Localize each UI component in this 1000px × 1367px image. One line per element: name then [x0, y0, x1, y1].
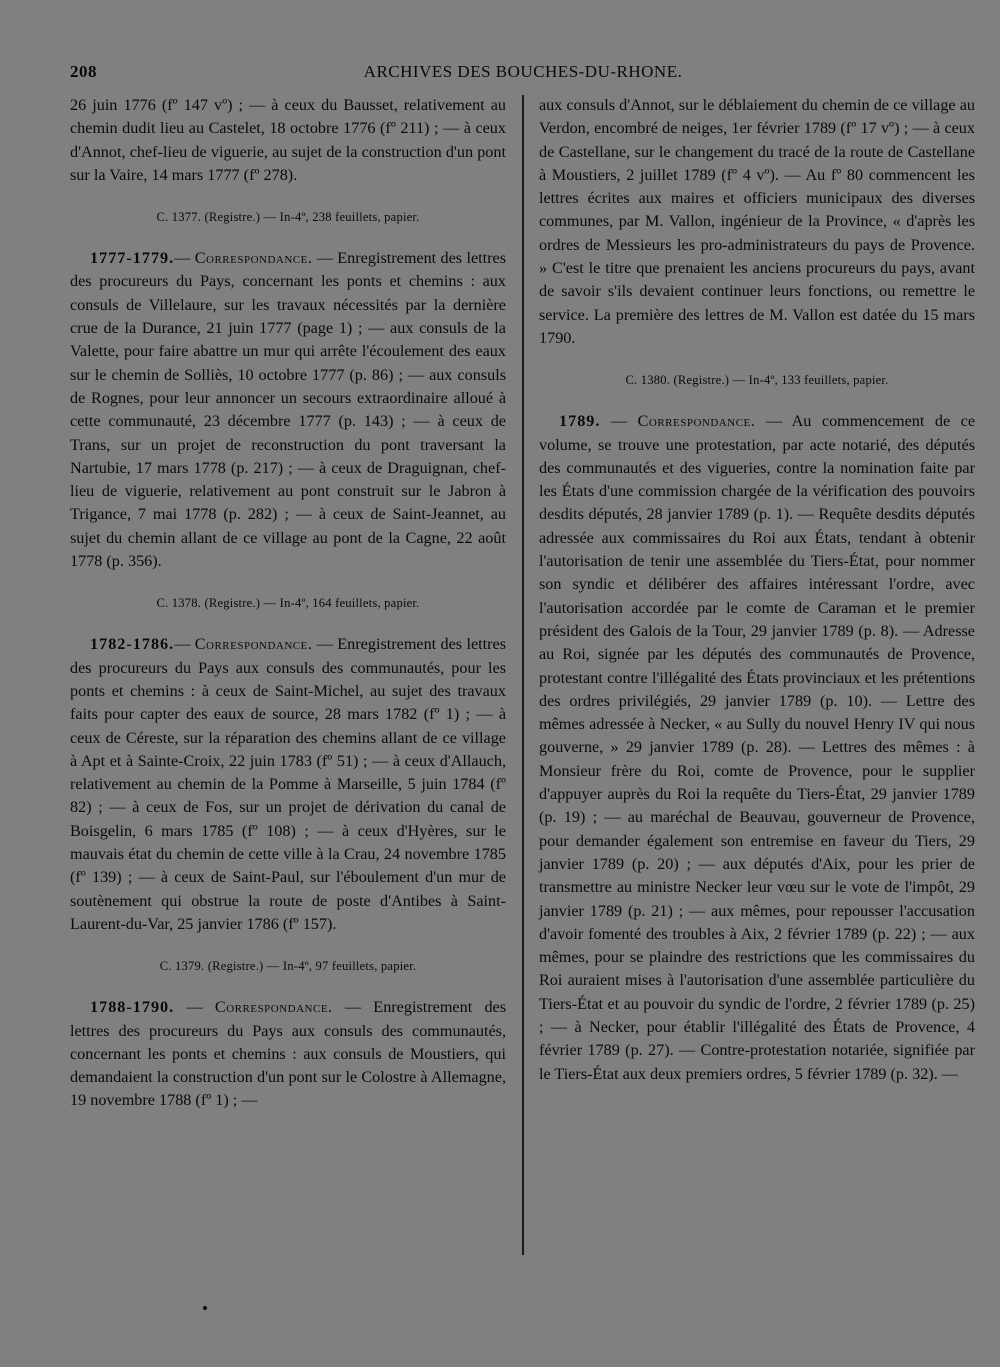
continued-paragraph: aux consuls d'Annot, sur le déblaiement du chemin de ce village au Verdon, encombré de neiges, 1er février 1789 (fº 17 vº) ; — à ceux de Castellane, sur le changement du tracé de la route de Castellane à Moustiers, 2 juillet 1789 (fº 4 vº). — Au fº 80 commencent les lettres écrites aux maires et officiers municipaux des diverses communes, par M. Vallon, ingénieur de la Province, « d'après les ordres de Messieurs les pro-administrateurs du pays de Provence. » C'est le titre que prenaient les anciens procureurs du pays, avant de savoir s'ils devaient continuer leurs fonctions, ou remettre le service. La première des lettres de M. Vallon est datée du 15 mars 1790.	[539, 96, 975, 347]
entry-paragraph	[70, 996, 506, 1112]
column-divider	[522, 95, 524, 1255]
entry-label: Correspondance.	[194, 249, 313, 268]
entry-dash: —	[174, 249, 195, 268]
ink-speck	[203, 1306, 207, 1310]
right-column	[539, 94, 975, 1086]
entry-year: 1789.	[559, 412, 601, 431]
entry-text: — Au commencement de ce volume, se trouve une protestation, par acte notarié, des députés des communautés et des vigueries, contre la nomination faite par les États d'une commission chargée de la vérification des pouvoirs desdits députés, 28 janvier 1789 (p. 1). — Requête desdits députés adressée aux commissaires du Roi aux États, tendant à obtenir l'autorisation de tenir une assemblée du Tiers-État, pour nommer son syndic et délibérer des affaires intéressant l'ordre, avec l'autorisation accordée par le comte de Caraman et le premier président des Galois de la Tour, 29 janvier 1789 (p. 8). — Adresse au Roi, signée par les députés des communautés de Provence, protestant contre l'illégalité des États provinciaux et les prétentions des ordres privilégiés, 29 janvier 1789 (p. 10). — Lettre des mêmes adressée à Necker, « au Sully du nouvel Henry IV qui nous gouverne, » 29 janvier 1789 (p. 28). — Lettres des mêmes : à Monsieur frère du Roi, comte de Provence, pour le supplier d'appuyer auprès du Roi la requête du Tiers-État, 29 janvier 1789 (p. 19) ; — au maréchal de Beauvau, gouverneur de Provence, pour demander également son entremise en faveur du Tiers, 29 janvier 1789 (p. 20) ; — aux députés d'Aix, pour les prier de transmettre au ministre Necker leur vœu sur le vote de l'impôt, 29 janvier 1789 (p. 21) ; — aux mêmes, pour repousser l'accusation d'avoir fomenté des troubles à Aix, 2 février 1789 (p. 22) ; — aux mêmes, pour se plaindre des restrictions que les commissaires du Roi auraient mises à l'autorisation d'une assemblée particulière du Tiers-État et au pouvoir du syndic de l'ordre, 2 février 1789 (p. 25) ; — à Necker, pour établir l'illégalité des États de Provence, 4 février 1789 (p. 27). — Contre-protestation notariée, signifiée par le Tiers-État aux deux premiers ordres, 5 février 1789 (p. 32). —	[539, 412, 976, 1083]
running-title: ARCHIVES DES BOUCHES-DU-RHONE.	[363, 62, 683, 81]
entry-label: Correspondance.	[214, 998, 333, 1017]
page-number: 208	[70, 62, 97, 81]
left-column	[70, 94, 506, 1113]
archive-reference: C. 1378. (Registre.) — In-4º, 164 feuillets, papier.	[156, 596, 420, 611]
entry-paragraph	[539, 410, 975, 1086]
page-header	[70, 62, 976, 88]
entry-dash: —	[600, 412, 638, 431]
archive-reference: C. 1379. (Registre.) — In-4º, 97 feuillets, papier.	[159, 959, 417, 974]
entry-year: 1782-1786.	[90, 635, 175, 654]
entry-label: Correspondance.	[637, 412, 756, 431]
entry-paragraph	[70, 247, 506, 573]
entry-label: Correspondance.	[194, 635, 313, 654]
entry-year: 1777-1779.	[90, 249, 175, 268]
entry-paragraph	[70, 633, 506, 936]
continued-paragraph: 26 juin 1776 (fº 147 vº) ; — à ceux du Bausset, relativement au chemin dudit lieu au Castelet, 18 octobre 1776 (fº 211) ; — à ceux d'Annot, chef-lieu de viguerie, au sujet de la construction d'un pont sur la Vaire, 14 mars 1777 (fº 278).	[70, 96, 506, 184]
entry-text: — Enregistrement des lettres des procureurs du Pays, concernant les ponts et chemins : aux consuls de Villelaure, sur les travaux nécessités par la dernière crue de la Durance, 21 juin 1777 (page 1) ; — aux consuls de la Valette, pour faire abattre un mur qui arrête l'écoulement des eaux sur le chemin de Solliès, 10 octobre 1777 (p. 86) ; — aux consuls de Rognes, pour leur annoncer un secours extraordinaire alloué à cette communauté, 23 décembre 1777 (p. 143) ; — à ceux de Trans, sur un projet de reconstruction du pont traversant la Nartubie, 17 mars 1778 (p. 217) ; — à ceux de Draguignan, chef-lieu de viguerie, relativement au pont construit sur le Jabron à Trigance, 7 mai 1778 (p. 282) ; — à ceux de Saint-Jeannet, au sujet du chemin allant de ce village au pont de la Cagne, 22 août 1778 (p. 356).	[70, 249, 506, 571]
entry-dash: —	[174, 635, 195, 654]
entry-year: 1788-1790.	[90, 998, 175, 1017]
archive-reference: C. 1377. (Registre.) — In-4º, 238 feuillets, papier.	[156, 210, 420, 225]
entry-text: — Enregistrement des lettres des procureurs du Pays aux consuls des communautés, pour les ponts et chemins : à ceux de Saint-Michel, au sujet des travaux faits pour capter des eaux de source, 28 mars 1782 (fº 1) ; — à ceux de Céreste, sur la réparation des chemins allant de ce village à Apt et à Sainte-Croix, 22 juin 1783 (fº 51) ; — à ceux d'Allauch, relativement au chemin de la Pomme à Marseille, 5 juin 1784 (fº 82) ; — à ceux de Fos, sur un projet de dérivation du canal de Boisgelin, 6 mars 1785 (fº 108) ; — à ceux d'Hyères, sur le mauvais état du chemin de cette ville à la Crau, 24 novembre 1785 (fº 139) ; — à ceux de Saint-Paul, sur l'éboulement d'un mur de soutènement qui obstrue la route de poste d'Antibes à Saint-Laurent-du-Var, 25 janvier 1786 (fº 157).	[70, 635, 506, 933]
archive-reference: C. 1380. (Registre.) — In-4º, 133 feuillets, papier.	[625, 373, 889, 388]
entry-dash: —	[174, 998, 215, 1017]
entry-text: — Enregistrement des lettres des procureurs du Pays aux consuls des communautés, concernant les ponts et chemins : aux consuls de Moustiers, qui demandaient la construction d'un pont sur le Colostre à Allemagne, 19 novembre 1788 (fº 1) ; —	[70, 998, 507, 1110]
